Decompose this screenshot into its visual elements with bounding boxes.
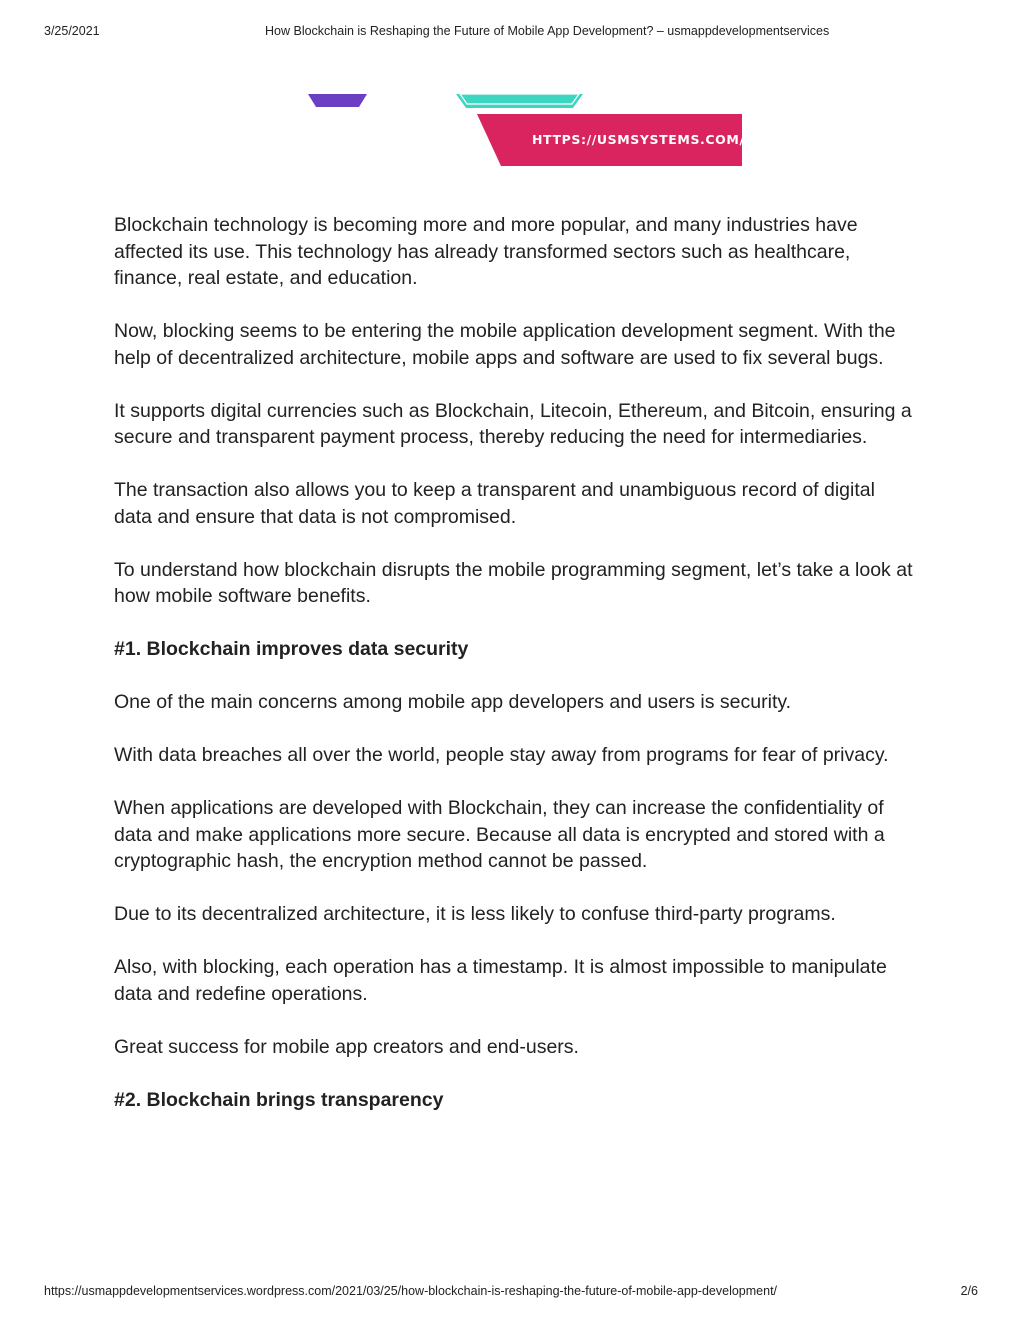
paragraph: When applications are developed with Blockchain, they can increase the confidentiality of data and make applications more secure. Because all data is encrypted and stored with a cryptographic hash, the encryption method cannot be passed. (114, 797, 885, 872)
page-number: 2/6 (960, 1284, 978, 1298)
usm-banner-image (300, 92, 750, 172)
paragraph: Due to its decentralized architecture, it is less likely to confuse third-party programs. (114, 903, 836, 925)
section-heading: #2. Blockchain brings transparency (114, 1088, 444, 1111)
print-date: 3/25/2021 (44, 24, 100, 38)
paragraph: Also, with blocking, each operation has a timestamp. It is almost impossible to manipulate data and redefine operations. (114, 956, 887, 1005)
section-heading: #1. Blockchain improves data security (114, 638, 469, 660)
banner-url-text: HTTPS://USMSYSTEMS.COM/ (532, 132, 745, 147)
paragraph: With data breaches all over the world, people stay away from programs for fear of privacy. (114, 744, 889, 766)
print-footer (0, 1284, 1024, 1302)
paragraph: Great success for mobile app creators and end-users. (114, 1035, 579, 1058)
print-url: https://usmappdevelopmentservices.wordpress.com/2021/03/25/how-blockchain-is-reshaping-the-future-of-mobile-app-development/ (44, 1284, 778, 1298)
paragraph: One of the main concerns among mobile app developers and users is security. (114, 691, 792, 713)
paragraph: The transaction also allows you to keep a transparent and unambiguous record of digital data and ensure that data is not compromised. (114, 479, 875, 528)
print-header (0, 24, 1024, 42)
print-page-title: How Blockchain is Reshaping the Future of Mobile App Development? – usmappdevelopmentservices (265, 24, 830, 38)
paragraph: Blockchain technology is becoming more and more popular, and many industries have affected its use. This technology has already transformed sectors such as healthcare, finance, real estate, and education. (114, 214, 858, 289)
paragraph: Now, blocking seems to be entering the mobile application development segment. With the help of decentralized architecture, mobile apps and software are used to fix several bugs. (114, 320, 896, 369)
paragraph: It supports digital currencies such as Blockchain, Litecoin, Ethereum, and Bitcoin, ensuring a secure and transparent payment process, thereby reducing the need for intermediaries. (114, 399, 912, 448)
teal-shape (456, 94, 583, 108)
paragraph: To understand how blockchain disrupts the mobile programming segment, let’s take a look at how mobile software benefits. (114, 558, 913, 607)
purple-shape (308, 94, 367, 107)
article-body (114, 212, 914, 1140)
